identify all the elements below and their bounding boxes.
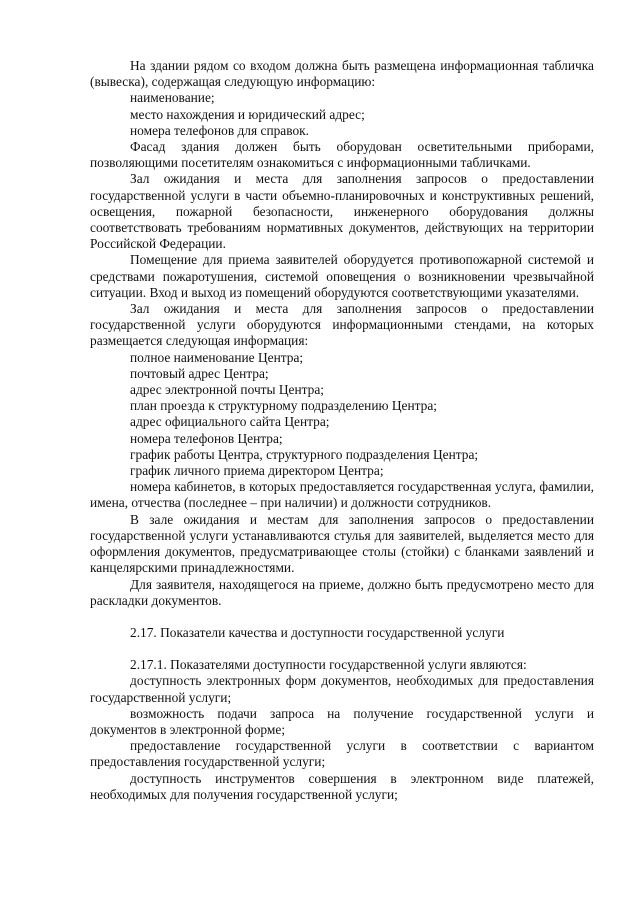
paragraph-facade-lighting: Фасад здания должен быть оборудован осветительными приборами, позволяющими посетителям ознакомиться с информационными табличками.: [90, 139, 594, 171]
list-item-postal-address: почтовый адрес Центра;: [130, 365, 269, 381]
list-item-signage-name: наименование;: [130, 90, 215, 106]
list-item-electronic-payments: доступность инструментов совершения в электронном виде платежей, необходимых для получения государственной услуги;: [90, 770, 594, 802]
list-item-email: адрес электронной почты Центра;: [130, 382, 325, 398]
list-item-electronic-forms: доступность электронных форм документов, необходимых для предоставления государственной услуги;: [90, 673, 594, 705]
list-item-website: адрес официального сайта Центра;: [130, 414, 330, 430]
list-item-phones: номера телефонов Центра;: [130, 430, 283, 446]
paragraph-chairs-tables: В зале ожидания и местам для заполнения запросов о предоставлении государственной услуги устанавливаются стулья для заявителей, выделяется место для оформления документов, предусматривающее столы (стойки) с бланками заявлений и канцелярскими принадлежностями.: [90, 511, 594, 576]
paragraph-waiting-hall-standards: Зал ожидания и места для заполнения запросов о предоставлении государственной услуги в части объемно-планировочных и конструктивных решений, освещения, пожарной безопасности, инженерного оборудования должны соответствовать требованиям нормативных документов, действующих на территории Российской Федерации.: [90, 171, 594, 252]
list-item-director-schedule: график личного приема директором Центра;: [130, 463, 384, 479]
paragraph-document-space: Для заявителя, находящегося на приеме, должно быть предусмотрено место для раскладки документов.: [90, 576, 594, 608]
list-item-electronic-submission: возможность подачи запроса на получение государственной услуги и документов в электронной форме;: [90, 705, 594, 737]
list-item-full-name: полное наименование Центра;: [130, 349, 304, 365]
paragraph-office-numbers: номера кабинетов, в которых предоставляется государственная услуга, фамилии, имена, отчества (последнее – при наличии) и должности сотрудников.: [90, 479, 594, 511]
paragraph-accessibility-indicators: 2.17.1. Показателями доступности государственной услуги являются:: [130, 657, 527, 673]
list-item-service-variant: предоставление государственной услуги в соответствии с вариантом предоставления государственной услуги;: [90, 738, 594, 770]
paragraph-info-stands: Зал ожидания и места для заполнения запросов о предоставлении государственной услуги оборудуются информационными стендами, на которых размещается следующая информация:: [90, 301, 594, 349]
list-item-signage-address: место нахождения и юридический адрес;: [130, 106, 365, 122]
section-heading-quality: 2.17. Показатели качества и доступности государственной услуги: [130, 624, 505, 640]
list-item-route-plan: план проезда к структурному подразделению Центра;: [130, 398, 438, 414]
list-item-signage-phones: номера телефонов для справок.: [130, 122, 310, 138]
list-item-work-schedule: график работы Центра, структурного подразделения Центра;: [130, 446, 479, 462]
paragraph-signage: На здании рядом со входом должна быть размещена информационная табличка (вывеска), содержащая следующую информацию:: [90, 58, 594, 90]
paragraph-fire-safety: Помещение для приема заявителей оборудуется противопожарной системой и средствами пожаротушения, системой оповещения о возникновении чрезвычайной ситуации. Вход и выход из помещений оборудуются соответствующими указателями.: [90, 252, 594, 300]
